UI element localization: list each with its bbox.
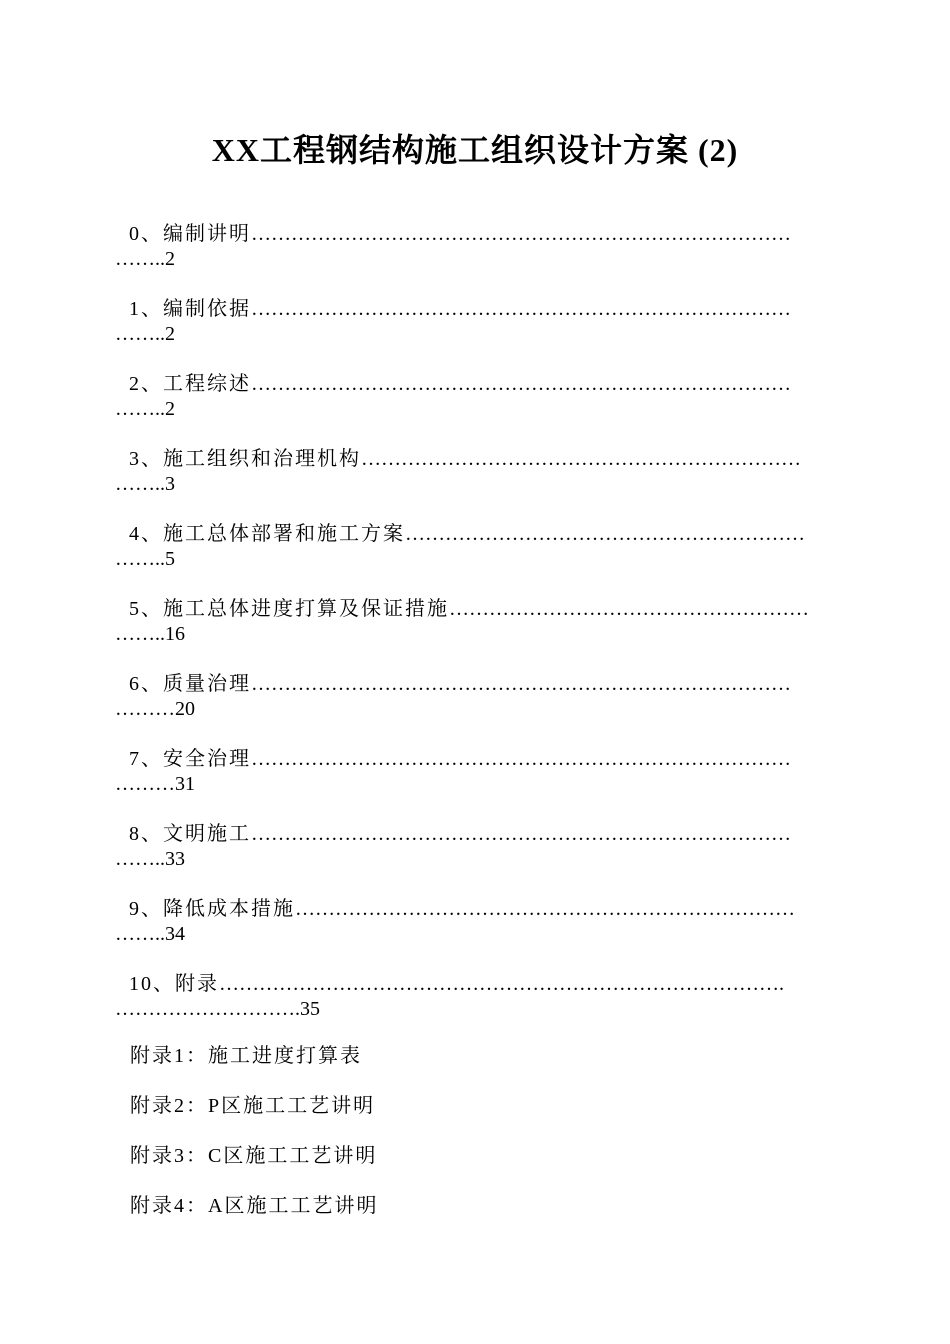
toc-entry-label: 4、施工总体部署和施工方案	[129, 523, 405, 545]
document-title: XX工程钢结构施工组织设计方案 (2)	[211, 132, 739, 168]
toc-page-number: .34	[160, 923, 185, 945]
toc-page-number: .33	[160, 848, 185, 870]
toc-leader-dots: ………………………………………………………………………	[251, 748, 791, 770]
toc-entry-label: 2、工程综述	[129, 373, 251, 395]
toc-leader-dots: ………………………………………………	[449, 598, 809, 620]
toc-entry-label: 10、附录	[129, 973, 219, 995]
toc-entry[interactable]	[115, 897, 835, 947]
toc-entry[interactable]	[115, 297, 835, 347]
toc-entry-label: 7、安全治理	[129, 748, 251, 770]
toc-leader-dots: …….	[115, 398, 160, 420]
toc-entry-label: 0、编制讲明	[129, 223, 251, 245]
toc-leader-dots: …….	[115, 248, 160, 270]
toc-leader-dots: …….	[115, 623, 160, 645]
toc-leader-dots: …….	[115, 323, 160, 345]
toc-entry-label: 8、文明施工	[129, 823, 251, 845]
toc-page-number: .16	[160, 623, 185, 645]
toc-leader-dots: ………………………………………………………………………….	[219, 973, 784, 995]
toc-leader-dots: ………	[115, 698, 175, 720]
toc-entry[interactable]	[115, 522, 835, 572]
toc-leader-dots: …………………………………………………………	[361, 448, 801, 470]
appendix-item[interactable]: 附录4：A区施工工艺讲明	[130, 1195, 379, 1217]
toc-page-number: 31	[175, 773, 195, 795]
toc-entry[interactable]	[115, 447, 835, 497]
toc-entry[interactable]	[115, 822, 835, 872]
toc-page-number: .5	[160, 548, 175, 570]
toc-leader-dots: …….	[115, 848, 160, 870]
toc-entry[interactable]	[115, 747, 835, 797]
toc-page-number: .2	[160, 323, 175, 345]
toc-leader-dots: ………………………………………………………………………	[251, 373, 791, 395]
toc-leader-dots: …………………………………………………………………	[295, 898, 795, 920]
toc-leader-dots: ………	[115, 773, 175, 795]
toc-page-number: 20	[175, 698, 195, 720]
toc-leader-dots: …….	[115, 473, 160, 495]
toc-leader-dots: ………………………………………………………………………	[251, 298, 791, 320]
appendix-item[interactable]: 附录1：施工进度打算表	[130, 1045, 362, 1067]
toc-leader-dots: ……………………………………………………	[405, 523, 805, 545]
toc-entry-label: 1、编制依据	[129, 298, 251, 320]
toc-entry-label: 9、降低成本措施	[129, 898, 295, 920]
toc-entry[interactable]	[115, 597, 835, 647]
appendix-item[interactable]: 附录3：C区施工工艺讲明	[130, 1145, 378, 1167]
appendix-item[interactable]: 附录2：P区施工工艺讲明	[130, 1095, 376, 1117]
toc-page-number: 35	[300, 998, 320, 1020]
toc-entry[interactable]	[115, 972, 835, 1022]
toc-entry[interactable]	[115, 222, 835, 272]
toc-entry-label: 6、质量治理	[129, 673, 251, 695]
toc-leader-dots: ………………………………………………………………………	[251, 673, 791, 695]
toc-page-number: .2	[160, 398, 175, 420]
toc-entry-label: 3、施工组织和治理机构	[129, 448, 361, 470]
toc-entry[interactable]	[115, 672, 835, 722]
toc-page-number: .3	[160, 473, 175, 495]
toc-entry[interactable]	[115, 372, 835, 422]
toc-leader-dots: ………………………………………………………………………	[251, 823, 791, 845]
toc-leader-dots: …….	[115, 923, 160, 945]
toc-leader-dots: …….	[115, 548, 160, 570]
toc-leader-dots: ………………………………………………………………………	[251, 223, 791, 245]
table-of-contents	[115, 222, 835, 1047]
toc-leader-dots: ……………………….	[115, 998, 300, 1020]
toc-entry-label: 5、施工总体进度打算及保证措施	[129, 598, 449, 620]
toc-page-number: .2	[160, 248, 175, 270]
